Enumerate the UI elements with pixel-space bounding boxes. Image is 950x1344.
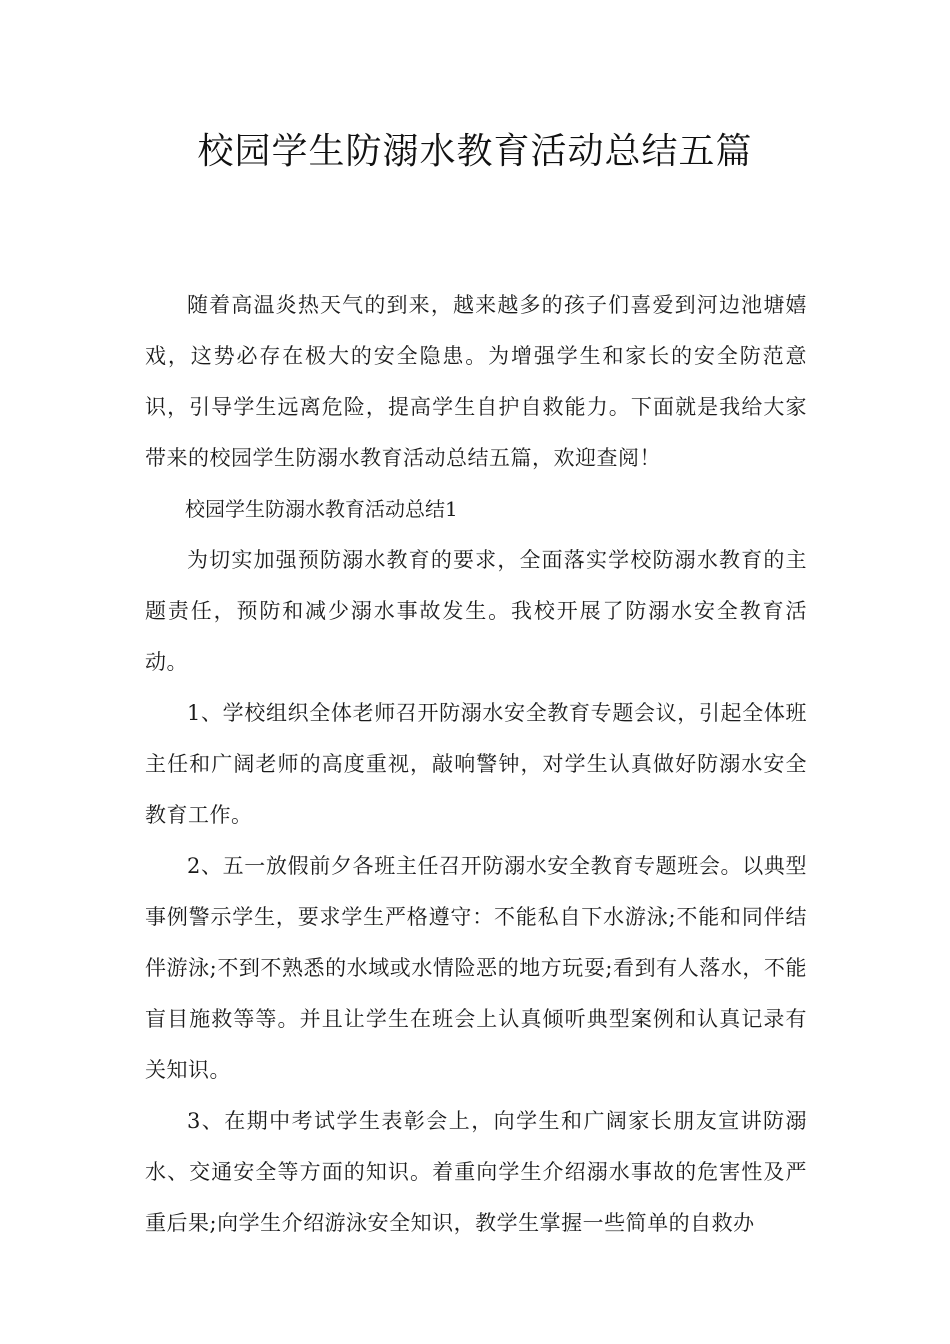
- list-paragraph-2: 2、五一放假前夕各班主任召开防溺水安全教育专题班会。以典型事例警示学生，要求学生严格遵守：不能私自下水游泳;不能和同伴结伴游泳;不到不熟悉的水域或水情险恶的地方玩耍;看到有人落水，不能盲目施救等等。并且让学生在班会上认真倾听典型案例和认真记录有关知识。: [145, 854, 807, 1082]
- document-body: [145, 280, 807, 1249]
- list-paragraph-1: 1、学校组织全体老师召开防溺水安全教育专题会议，引起全体班主任和广阔老师的高度重视，敲响警钟，对学生认真做好防溺水安全教育工作。: [145, 701, 807, 827]
- list-paragraph-3: 3、在期中考试学生表彰会上，向学生和广阔家长朋友宣讲防溺水、交通安全等方面的知识。着重向学生介绍溺水事故的危害性及严重后果;向学生介绍游泳安全知识，教学生掌握一些简单的自救办: [145, 1109, 807, 1235]
- section-heading: 校园学生防溺水教育活动总结1: [185, 497, 458, 521]
- body-paragraph: 为切实加强预防溺水教育的要求，全面落实学校防溺水教育的主题责任，预防和减少溺水事故发生。我校开展了防溺水安全教育活动。: [145, 548, 807, 674]
- intro-paragraph: 随着高温炎热天气的到来，越来越多的孩子们喜爱到河边池塘嬉戏，这势必存在极大的安全隐患。为增强学生和家长的安全防范意识，引导学生远离危险，提高学生自护自救能力。下面就是我给大家带来的校园学生防溺水教育活动总结五篇，欢迎查阅！: [145, 293, 807, 470]
- document-title: 校园学生防溺水教育活动总结五篇: [197, 131, 753, 172]
